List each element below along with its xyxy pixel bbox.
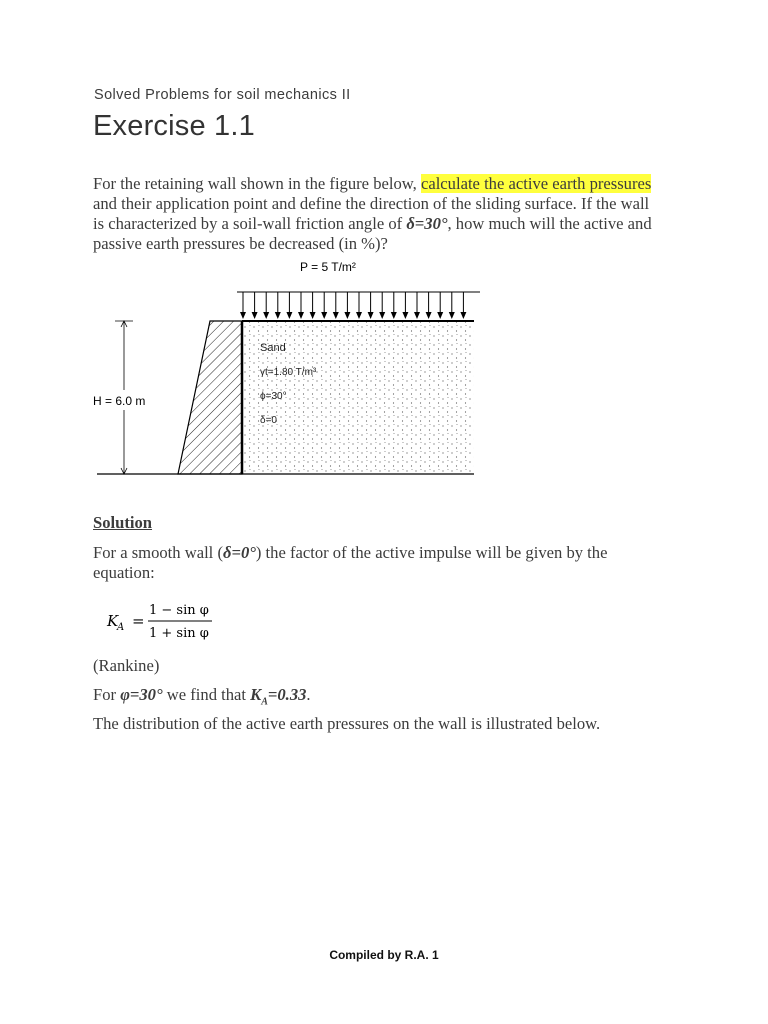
surcharge-arrows (240, 292, 466, 319)
solution-intro-text-cont: ) the factor of the active impulse will be given by the (255, 543, 608, 562)
load-arrow-head (321, 312, 327, 319)
load-arrow-head (356, 312, 362, 319)
solution-intro-line-2: equation: (93, 563, 155, 582)
load-arrow-head (426, 312, 432, 319)
result-period: . (306, 685, 311, 704)
exercise-title: Exercise 1.1 (93, 110, 255, 142)
solution-intro-text: For a smooth wall ( (93, 543, 223, 562)
formula-equals: = (132, 612, 145, 630)
load-arrow-head (460, 312, 466, 319)
friction-angle-label: ϕ=30° (260, 391, 287, 402)
solution-intro-line-1 (93, 543, 607, 563)
unit-weight-label: γt=1.80 T/m³ (260, 367, 317, 378)
load-arrow-head (344, 312, 350, 319)
result-ka (250, 685, 307, 708)
load-arrow-head (333, 312, 339, 319)
result-ka-value: =0.33 (267, 685, 307, 704)
solution-heading: Solution (93, 513, 153, 532)
result-text-mid: we find that (162, 685, 251, 704)
load-arrow-head (252, 312, 258, 319)
ka-result-line (93, 685, 311, 707)
retaining-wall (178, 321, 242, 474)
load-arrow-head (379, 312, 385, 319)
formula-numerator: 1 − sin φ (149, 603, 209, 618)
page-footer: Compiled by R.A. 1 (329, 948, 439, 962)
result-ka-subscript: A (261, 696, 268, 708)
load-arrow-head (449, 312, 455, 319)
wall-friction-label: δ=0 (260, 415, 277, 426)
problem-text-mid: and their application point and define the direction of the sliding surface. If the wall is characterized by a soil-wall friction angle of (93, 194, 650, 233)
problem-text-before: For the retaining wall shown in the figure below, (93, 174, 421, 193)
formula-denominator: 1 + sin φ (149, 626, 209, 641)
result-ka-symbol: K (250, 685, 262, 704)
load-arrow-head (368, 312, 374, 319)
load-arrow-head (402, 312, 408, 319)
load-arrow-head (391, 312, 397, 319)
load-arrow-head (414, 312, 420, 319)
rankine-label: (Rankine) (93, 656, 160, 675)
formula-lhs-subscript: A (117, 622, 125, 633)
result-text-start: For (93, 685, 121, 704)
problem-text-after: , how much will the active and passive earth pressures be decreased (in %)? (93, 214, 652, 253)
distribution-text: The distribution of the active earth pressures on the wall is illustrated below. (93, 714, 601, 733)
load-arrow-head (310, 312, 316, 319)
soil-name-label: Sand (260, 342, 286, 354)
highlighted-task: calculate the active earth pressures (420, 174, 652, 193)
formula-lhs: K (107, 612, 119, 630)
load-arrow-head (286, 312, 292, 319)
rankine-formula (106, 603, 212, 641)
load-arrow-head (275, 312, 281, 319)
wall-height-label: H = 6.0 m (93, 394, 146, 408)
friction-angle-value: δ=30° (406, 214, 448, 233)
surcharge-label: P = 5 T/m² (300, 260, 356, 274)
document-header: Solved Problems for soil mechanics II (94, 87, 351, 103)
load-arrow-head (240, 312, 246, 319)
load-arrow-head (437, 312, 443, 319)
result-phi: φ=30° (120, 685, 163, 704)
load-arrow-head (263, 312, 269, 319)
smooth-wall-delta: δ=0° (222, 543, 256, 562)
load-arrow-head (298, 312, 304, 319)
